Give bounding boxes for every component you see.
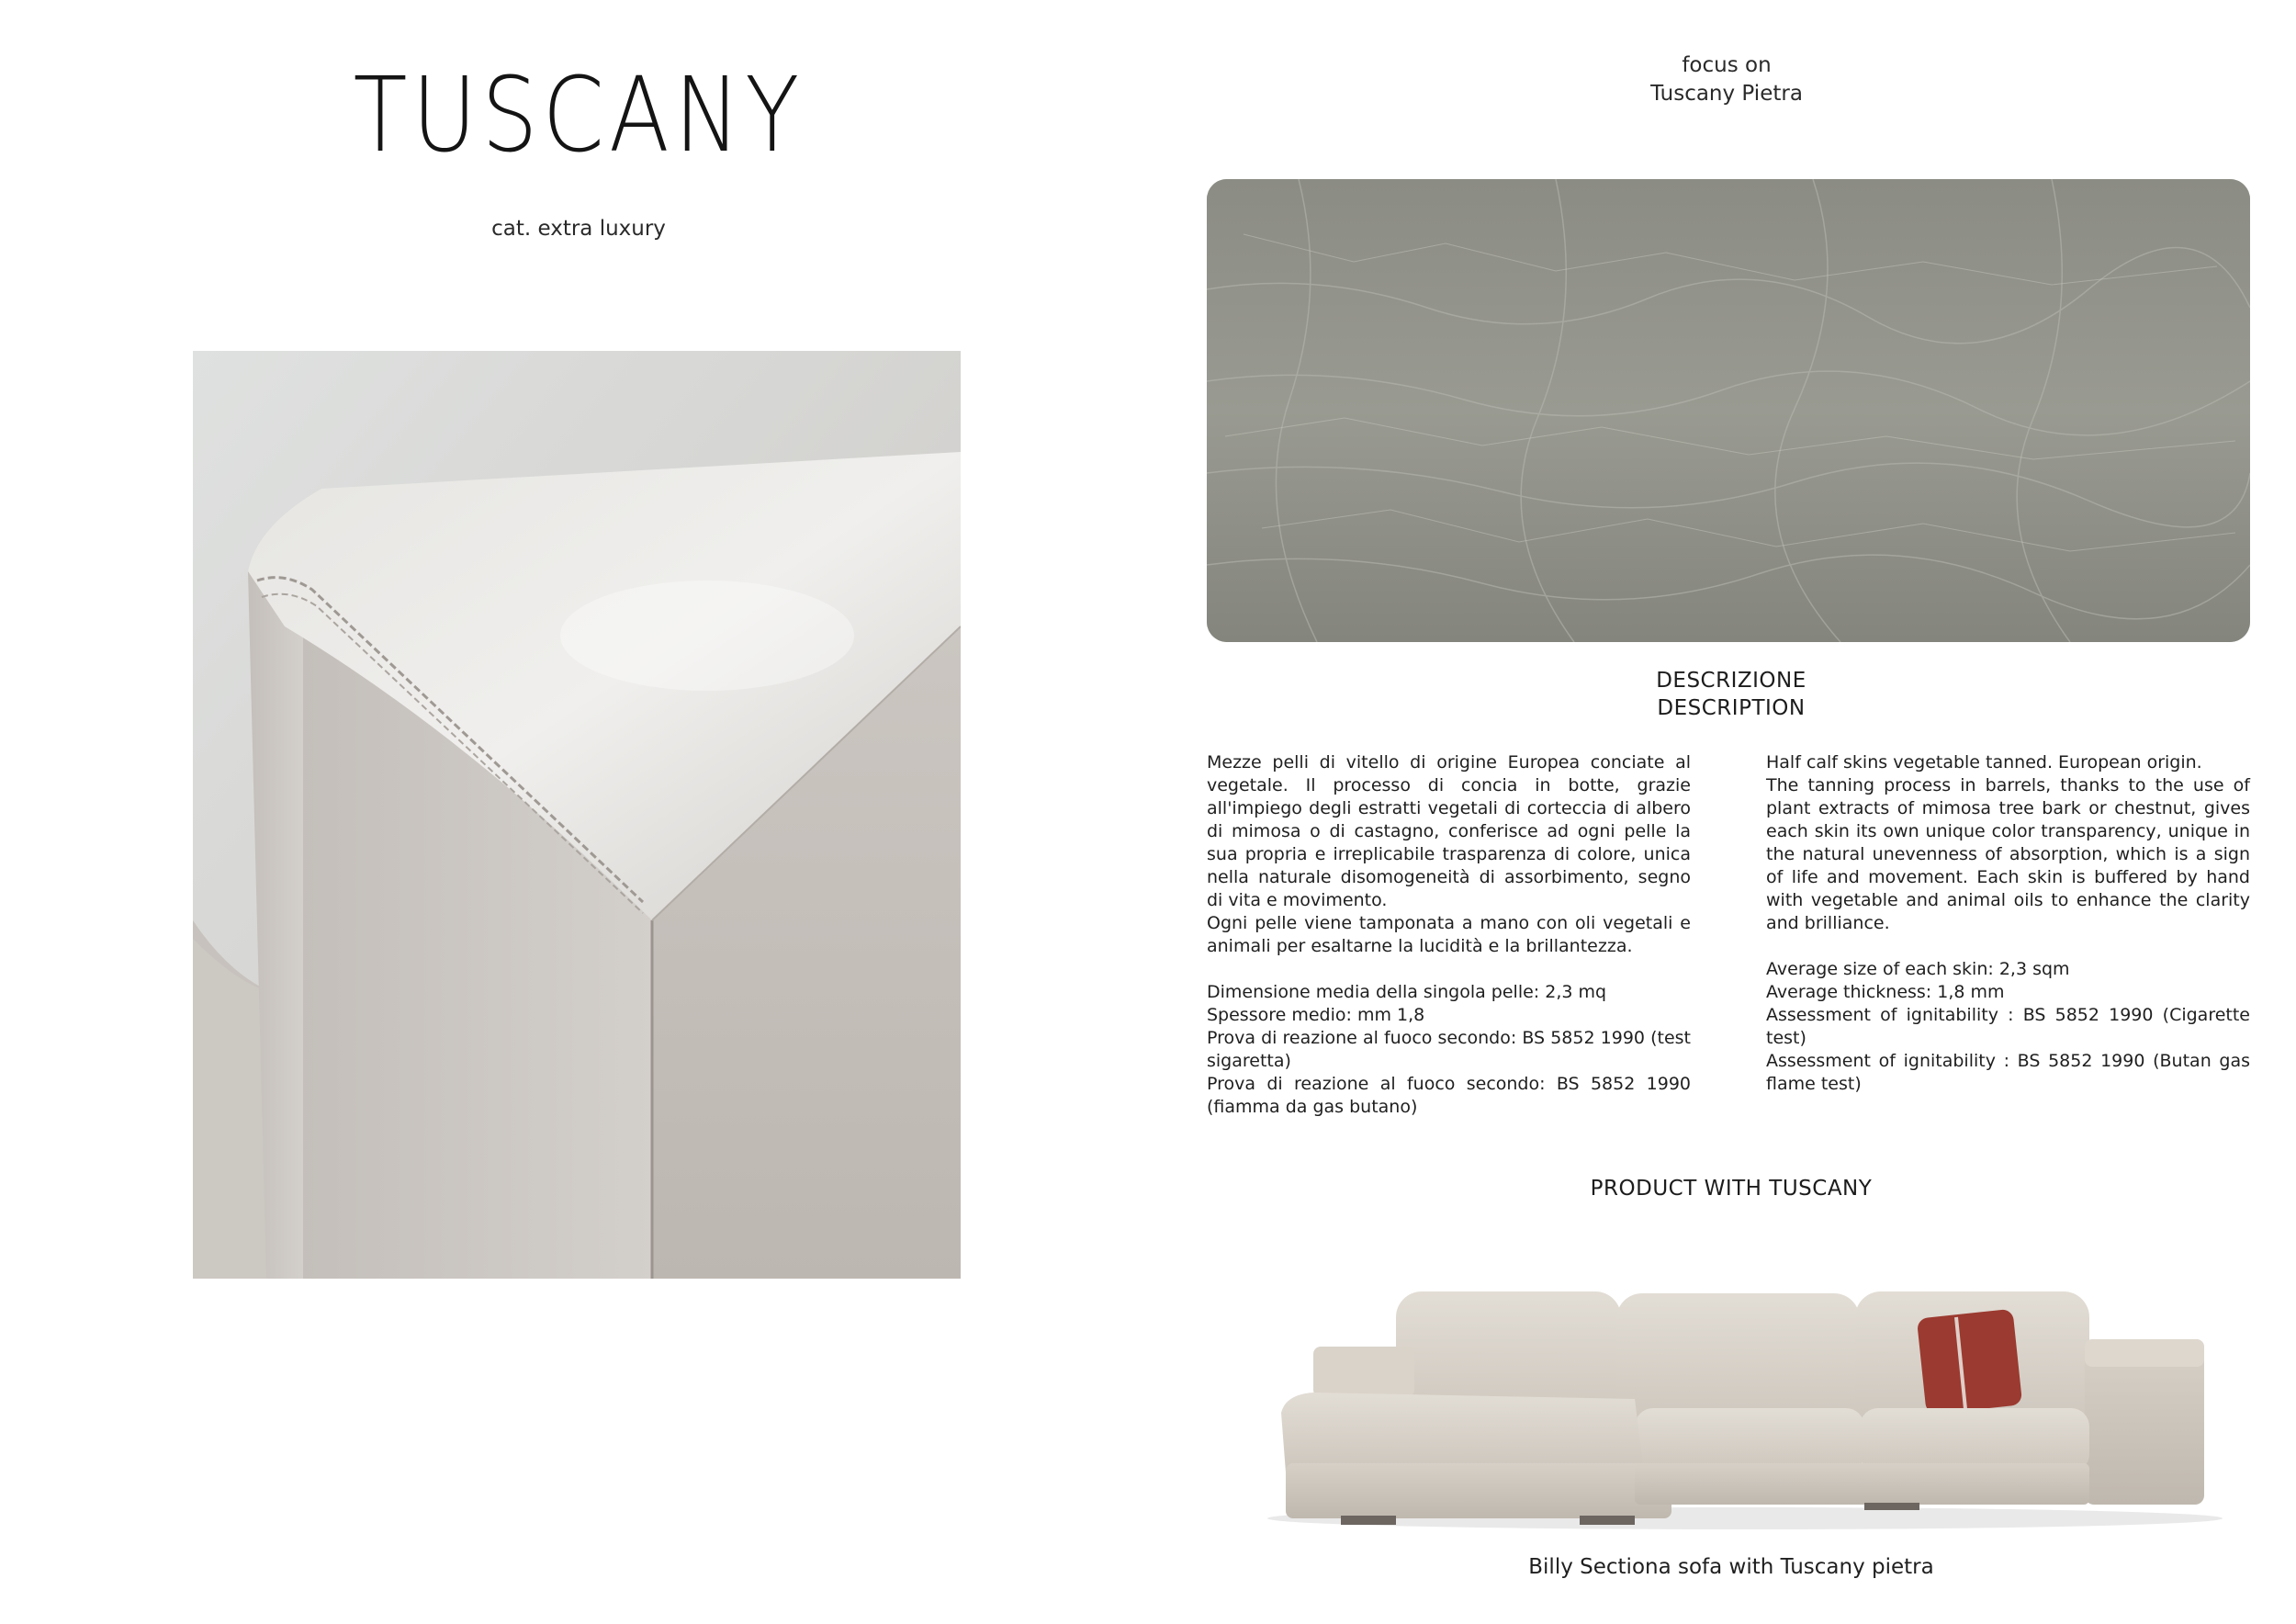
italian-paragraph: Mezze pelli di vitello di origine Europea conciate al vegetale. Il processo di concia in botte, grazie all'impiego degli estratti vegetali di corteccia di albero di mimosa o di castagno, conferisce ad ogni pelle la sua propria e irreplicabile trasparenza di colore, unica nella naturale disomogeneità di assorbimento, segno di vita e movimento.	[1207, 752, 1691, 910]
english-paragraph: Half calf skins vegetable tanned. European origin.	[1766, 752, 2202, 773]
focus-heading	[1212, 51, 2241, 108]
description-italian	[1207, 751, 1691, 1119]
italian-spec: Dimensione media della singola pelle: 2,3 mq	[1207, 982, 1607, 1002]
leather-armrest-photo	[193, 351, 961, 1279]
english-spec: Average thickness: 1,8 mm	[1766, 982, 2005, 1002]
italian-spec: Prova di reazione al fuoco secondo: BS 5852 1990 (fiamma da gas butano)	[1207, 1074, 1691, 1117]
focus-line-2: Tuscany Pietra	[1650, 82, 1803, 106]
leather-texture	[1207, 179, 2250, 642]
product-caption: Billy Sectiona sofa with Tuscany pietra	[1528, 1555, 1934, 1579]
product-heading: PRODUCT WITH TUSCANY	[1590, 1177, 1873, 1201]
leather-armrest-illustration	[193, 351, 961, 1279]
focus-line-1: focus on	[1682, 53, 1772, 77]
english-spec: Assessment of ignitability : BS 5852 1990 (Butan gas flame test)	[1766, 1051, 2250, 1094]
description-title-it: DESCRIZIONE	[1656, 669, 1806, 693]
description-english	[1766, 751, 2250, 1096]
english-spec: Assessment of ignitability : BS 5852 1990 (Cigarette test)	[1766, 1005, 2250, 1048]
description-title-en: DESCRIPTION	[1657, 696, 1806, 720]
category-label: cat. extra luxury	[491, 217, 666, 241]
english-spec: Average size of each skin: 2,3 sqm	[1766, 959, 2070, 979]
page-title: TUSCANY	[353, 56, 805, 175]
english-paragraph: The tanning process in barrels, thanks to the use of plant extracts of mimosa tree bark or chestnut, gives each skin its own unique color transparency, unique in the natural unevenness of absorption, which is a sign of life and movement. Each skin is buffered by hand with vegetable and animal oils to enhance the clarity and brilliance.	[1766, 775, 2250, 933]
leather-swatch-image	[1207, 179, 2250, 642]
sofa-product-image	[1231, 1229, 2232, 1532]
italian-spec: Prova di reazione al fuoco secondo: BS 5852 1990 (test sigaretta)	[1207, 1028, 1691, 1071]
italian-spec: Spessore medio: mm 1,8	[1207, 1005, 1425, 1025]
description-heading	[1212, 667, 2250, 722]
sofa-illustration	[1231, 1229, 2232, 1532]
italian-paragraph: Ogni pelle viene tamponata a mano con oli vegetali e animali per esaltarne la lucidità e la brillantezza.	[1207, 913, 1691, 956]
